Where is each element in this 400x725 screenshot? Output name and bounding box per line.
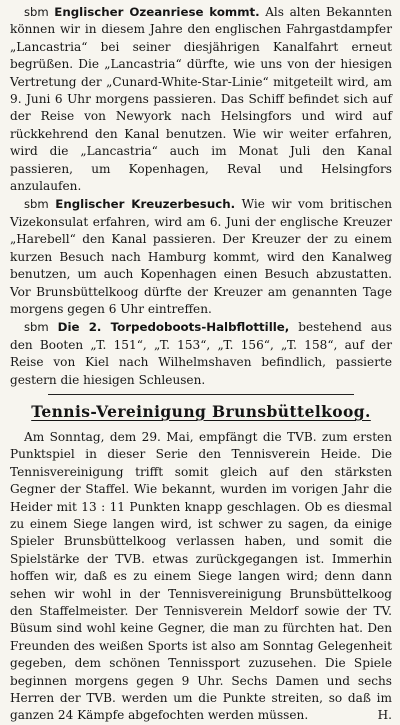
article-tennis [10, 429, 392, 725]
section-divider [48, 394, 354, 395]
article-tag: sbm [24, 320, 49, 335]
article-tag: sbm [24, 5, 49, 19]
article-headline: Englischer Ozeanriese kommt. [54, 5, 260, 19]
author-signature: H. [377, 708, 392, 723]
article-body: Am Sonntag, dem 29. Mai, empfängt die TVB. zum ersten Punktspiel in dieser Serie den Tennisverein Heide. Die Tennisvereinigung trifft somit gleich auf den stärksten Gegner der Staffel. Wie bekannt, wurden im vorigen Jahr die Heider mit 13 : 11 Punkten knapp geschlagen. Ob es diesmal zu einem Siege langen wird, ist schwer zu sagen, da einige Spieler Brunsbüttelkoog verlassen haben, und somit die Spielstärke der TVB. etwas zurückgegangen ist. Immerhin hoffen wir, daß es zu einem Siege langen wird; denn dann sehen wir wohl in der Tennisvereinigung Brunsbüttelkoog den Staffelmeister. Der Tennisverein Meldorf sowie der TV. Büsum sind wohl keine Gegner, die man zu fürchten hat. Den Freunden des weißen Sports ist also am Sonntag Gelegenheit gegeben, dem schönen Tennissport zuzusehen. Die Spiele beginnen morgens gegen 9 Uhr. Sechs Damen und sechs Herren der TVB. werden um die Punkte streiten, so daß im ganzen 24 Kämpfe abgefochten werden müssen. [10, 429, 392, 723]
article-tag: sbm [24, 197, 49, 212]
article-torpedo-boats [10, 319, 392, 389]
article-body: Wie wir vom britischen Vizekonsulat erfahren, wird am 6. Juni der englische Kreuzer „Harebell“ den Kanal passieren. Der Kreuzer der zu einem kurzen Besuch nach Hamburg kommt, wird den Kanalweg benutzen, um auch Kopenhagen einen Besuch abzustatten. Vor Brunsbüttelkoog dürfte der Kreuzer am genannten Tage morgens gegen 6 Uhr eintreffen. [10, 197, 392, 316]
article-cruiser-visit [10, 196, 392, 318]
article-headline: Englischer Kreuzerbesuch. [55, 197, 236, 212]
article-body: Als alten Bekannten können wir in diesem Jahre den englischen Fahrgastdampfer „Lancastria“ bei seiner diesjährigen Kanalfahrt erneut begrüßen. Die „Lancastria“ dürfte, wie uns von der hiesigen Vertretung der „Cunard-White-Star-Linie“ mitgeteilt wird, am 9. Juni 6 Uhr morgens passieren. Das Schiff befindet sich auf der Reise von Newyork nach Helsingfors und wird auf rückkehrend den Kanal benutzen. Wie wir weiter erfahren, wird die „Lancastria“ auch im Monat Juli den Kanal passieren, um Kopenhagen, Reval und Helsingfors anzulaufen. [10, 5, 392, 194]
section-heading: Tennis-Vereinigung Brunsbüttelkoog. [31, 401, 371, 421]
article-body: bestehend aus den Booten „T. 151“, „T. 153“, „T. 156“, „T. 158“, auf der Reise von Kiel nach Wilhelmshaven befindlich, passierte gestern die hiesigen Schleusen. [10, 320, 392, 387]
article-headline: Die 2. Torpedoboots-Halbflottille, [57, 320, 290, 335]
article-ocean-liner [10, 4, 392, 195]
